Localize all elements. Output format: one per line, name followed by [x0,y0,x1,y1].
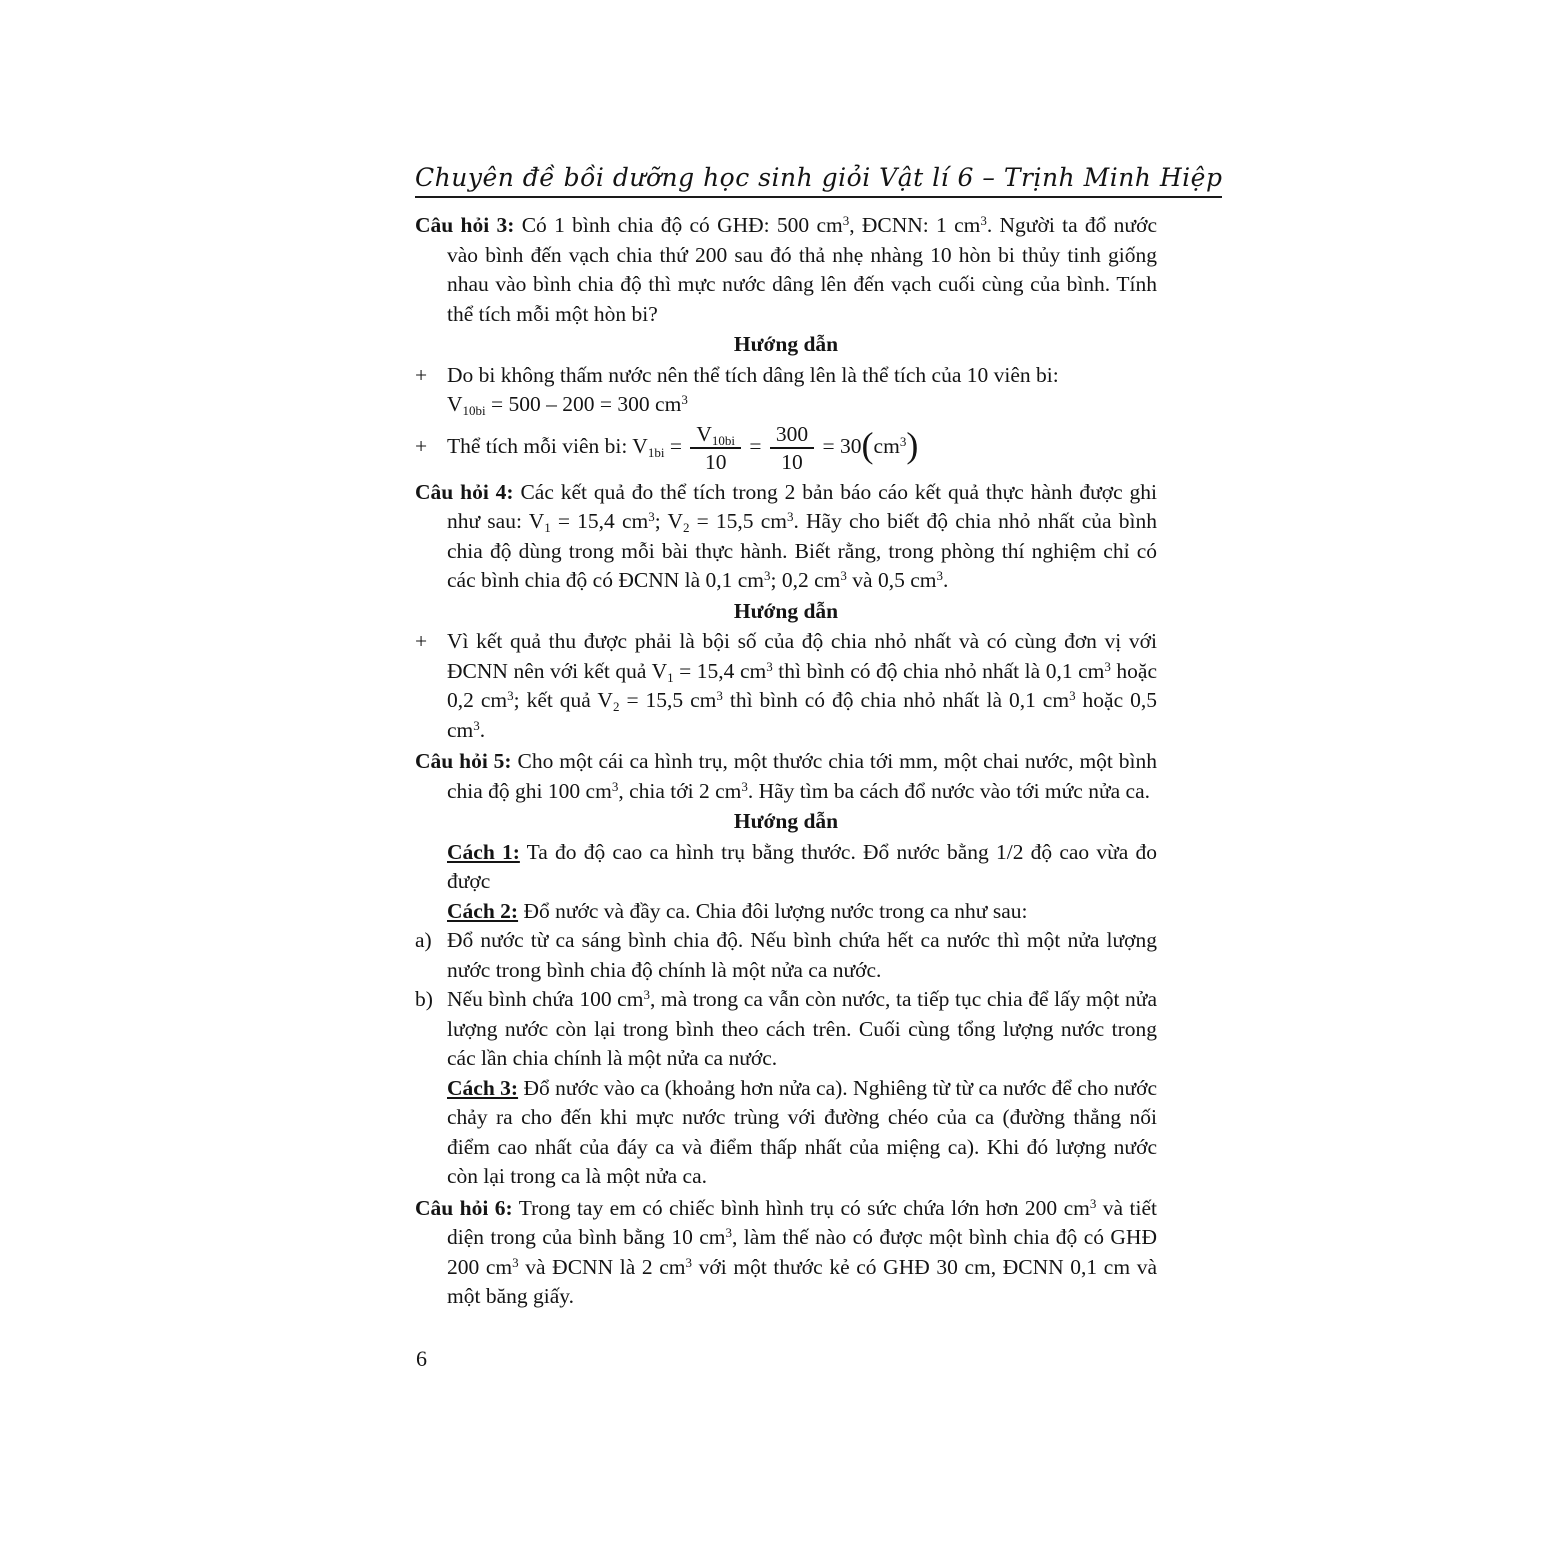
list-marker: + [415,629,428,654]
paragraph-label: Cách 1: [447,839,520,864]
question-paragraph: Câu hỏi 3: Có 1 bình chia độ có GHĐ: 500 $cm^3$, ĐCNN: 1 $cm^3$. Người ta đổ nước vào bình đến vạch chia thứ 200 sau đó thả nhẹ nhàng 10 hòn bi thủy tinh giống nhau vào bình chia độ thì mực nước dâng lên đến vạch cuối cùng của bình. Tính thể tích mỗi một hòn bi? [415,212,1157,326]
solution-bullet: + Vì kết quả thu được phải là bội số của độ chia nhỏ nhất và có cùng đơn vị với ĐCNN nên với kết quả $V_1 = 15,4$ $cm^3$ thì bình có độ chia nhỏ nhất là 0,1 $cm^3$ hoặc 0,2 $cm^3$; kết quả $V_2 = 15,5$ $cm^3$ thì bình có độ chia nhỏ nhất là 0,1 $cm^3$ hoặc 0,5 $cm^3$. [415,629,1157,742]
section-heading: Hướng dẫn [733,809,839,834]
section-heading: Hướng dẫn [733,332,839,356]
method-paragraph: Cách 2: Đổ nước và đầy ca. Chia đôi lượng nước trong ca như sau: [447,898,1028,923]
fraction: $\frac{300}{10}$ [770,422,814,474]
question-paragraph: Câu hỏi 5: Cho một cái ca hình trụ, một thước chia tới mm, một chai nước, một bình chia độ ghi 100 $cm^3$, chia tới 2 $cm^3$. Hãy tìm ba cách đổ nước vào tới mức nửa ca. [415,749,1158,803]
list-marker: + [415,433,428,458]
paragraph-label: Câu hỏi 4: [415,479,514,504]
method-paragraph: Cách 3: Đổ nước vào ca (khoảng hơn nửa ca). Nghiêng từ từ ca nước để cho nước chảy ra cho đến khi mực nước trùng với đường chéo của ca (đường thẳng nối điểm cao nhất của đáy ca và điểm thấp nhất của miệng ca). Khi đó lượng nước còn lại trong ca là một nửa ca. [447,1075,1158,1189]
fraction: $\frac{V_{10bi}}{10}$ [690,422,741,474]
list-marker: + [415,362,428,387]
solution-bullet: + Do bi không thấm nước nên thể tích dâng lên là thể tích của 10 viên bi: [415,361,1157,391]
list-marker: b) [415,987,433,1012]
formula-line: $V_{10bi} = 500 - 200 = 300$ $cm^3$ [447,391,688,418]
paragraph-label: Cách 3: [447,1075,519,1100]
page-number: 6 [416,1346,427,1371]
question-paragraph: Câu hỏi 6: Trong tay em có chiếc bình hình trụ có sức chứa lớn hơn 200 $cm^3$ và tiết diện trong của bình bằng 10 $cm^3$, làm thế nào có được một bình chia độ có GHĐ 200 $cm^3$ và ĐCNN là 2 $cm^3$ với một thước kẻ có GHĐ 30 cm, ĐCNN 0,1 cm và một băng giấy. [415,1195,1157,1309]
page-header-title: Chuyên đề bồi dưỡng học sinh giỏi Vật lí 6 – Trịnh Minh Hiệp [415,163,1222,198]
paragraph-label: Câu hỏi 3: [415,213,515,237]
list-marker: a) [415,928,432,953]
paragraph-label: Câu hỏi 5: [415,749,512,774]
lettered-list-item: b) Nếu bình chứa 100 $cm^3$, mà trong ca vẫn còn nước, ta tiếp tục chia để lấy một nửa lượng nước còn lại trong bình theo cách trên. Cuối cùng tổng lượng nước trong các lần chia chính là một nửa ca nước. [415,987,1157,1071]
solution-bullet: + Thể tích mỗi viên bi: $V_{1bi}$ = $\frac{V_{10bi}}{10}$ = $\frac{300}{10}$ = $30(cm^3)$ [415,421,919,474]
document-body [415,209,1157,1312]
method-paragraph: Cách 1: Ta đo độ cao ca hình trụ bằng thước. Đổ nước bằng 1/2 độ cao vừa đo được [447,839,1157,894]
paragraph-label: Câu hỏi 6: [415,1195,513,1220]
section-heading: Hướng dẫn [733,598,839,623]
question-paragraph: Câu hỏi 4: Các kết quả đo thể tích trong 2 bản báo cáo kết quả thực hành được ghi như sau: $V_1 = 15,4$ $cm^3$; $V_2 = 15,5$ $cm^3$. Hãy cho biết độ chia nhỏ nhất của bình chia độ dùng trong mỗi bài thực hành. Biết rằng, trong phòng thí nghiệm chỉ có các bình chia độ có ĐCNN là 0,1 $cm^3$; 0,2 $cm^3$ và 0,5 $cm^3$. [415,479,1158,593]
paragraph-label: Cách 2: [447,898,519,923]
lettered-list-item: a) Đổ nước từ ca sáng bình chia độ. Nếu bình chứa hết ca nước thì một nửa lượng nước trong bình chia độ chính là một nửa ca nước. [415,928,1157,982]
